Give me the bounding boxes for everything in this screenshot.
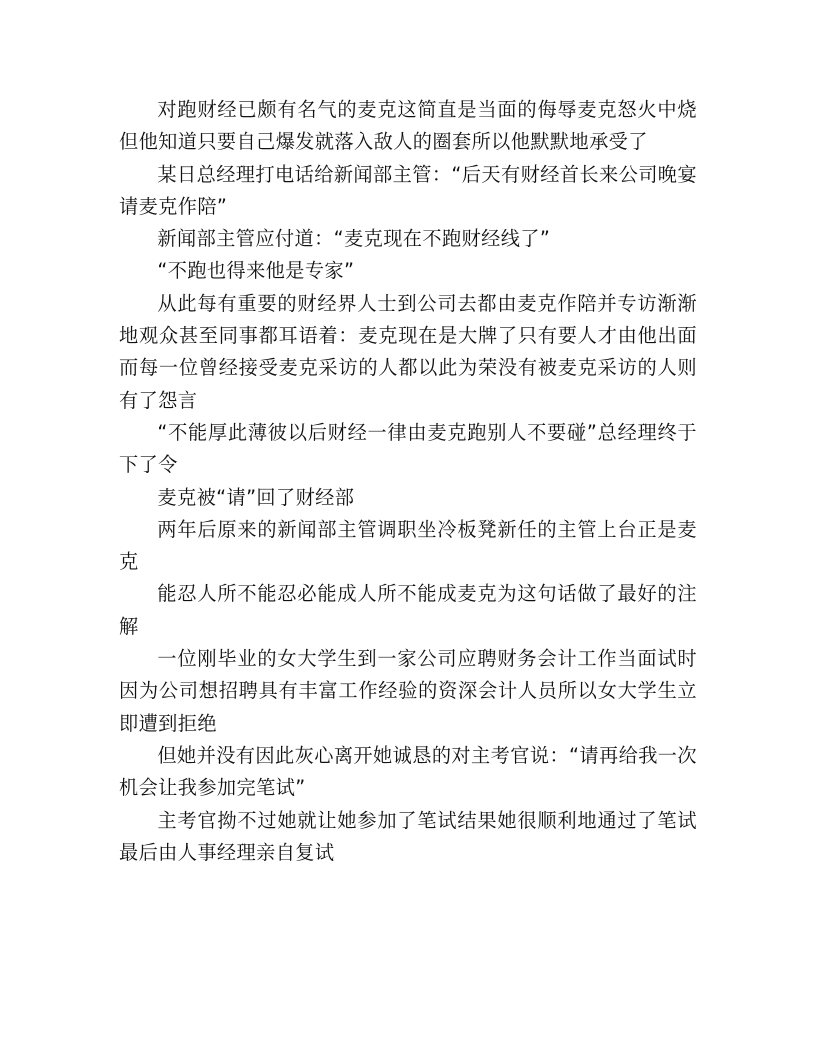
- paragraph-6: “不能厚此薄彼以后财经一律由麦克跑别人不要碰”总经理终于下了令: [119, 420, 697, 477]
- paragraph-4: “不跑也得来他是专家”: [157, 259, 355, 283]
- paragraph-7: 麦克被“请”回了财经部: [157, 485, 355, 509]
- paragraph-10: 一位刚毕业的女大学生到一家公司应聘财务会计工作当面试时因为公司想招聘具有丰富工作经验的资深会计人员所以女大学生立即遭到拒绝: [119, 647, 697, 735]
- paragraph-12: 主考官拗不过她就让她参加了笔试结果她很顺利地通过了笔试最后由人事经理亲自复试: [119, 808, 697, 864]
- paragraph-3: 新闻部主管应付道：“麦克现在不跑财经线了”: [157, 227, 551, 251]
- paragraph-1: 对跑财经已颇有名气的麦克这简直是当面的侮辱麦克怒火中烧但他知道只要自己爆发就落入敌人的圈套所以他默默地承受了: [119, 98, 697, 154]
- paragraph-2: 某日总经理打电话给新闻部主管：“后天有财经首长来公司晚宴请麦克作陪”: [119, 162, 697, 218]
- paragraph-8: 两年后原来的新闻部主管调职坐冷板凳新任的主管上台正是麦克: [119, 517, 697, 574]
- document-body: [119, 94, 697, 869]
- paragraph-5: 从此每有重要的财经界人士到公司去都由麦克作陪并专访渐渐地观众甚至同事都耳语着：麦克现在是大牌了只有要人才由他出面而每一位曾经接受麦克采访的人都以此为荣没有被麦克采访的人则有了怨言: [119, 291, 697, 412]
- paragraph-11: 但她并没有因此灰心离开她诚恳的对主考官说：“请再给我一次机会让我参加完笔试”: [119, 743, 697, 800]
- paragraph-9: 能忍人所不能忍必能成人所不能成麦克为这句话做了最好的注解: [119, 582, 697, 638]
